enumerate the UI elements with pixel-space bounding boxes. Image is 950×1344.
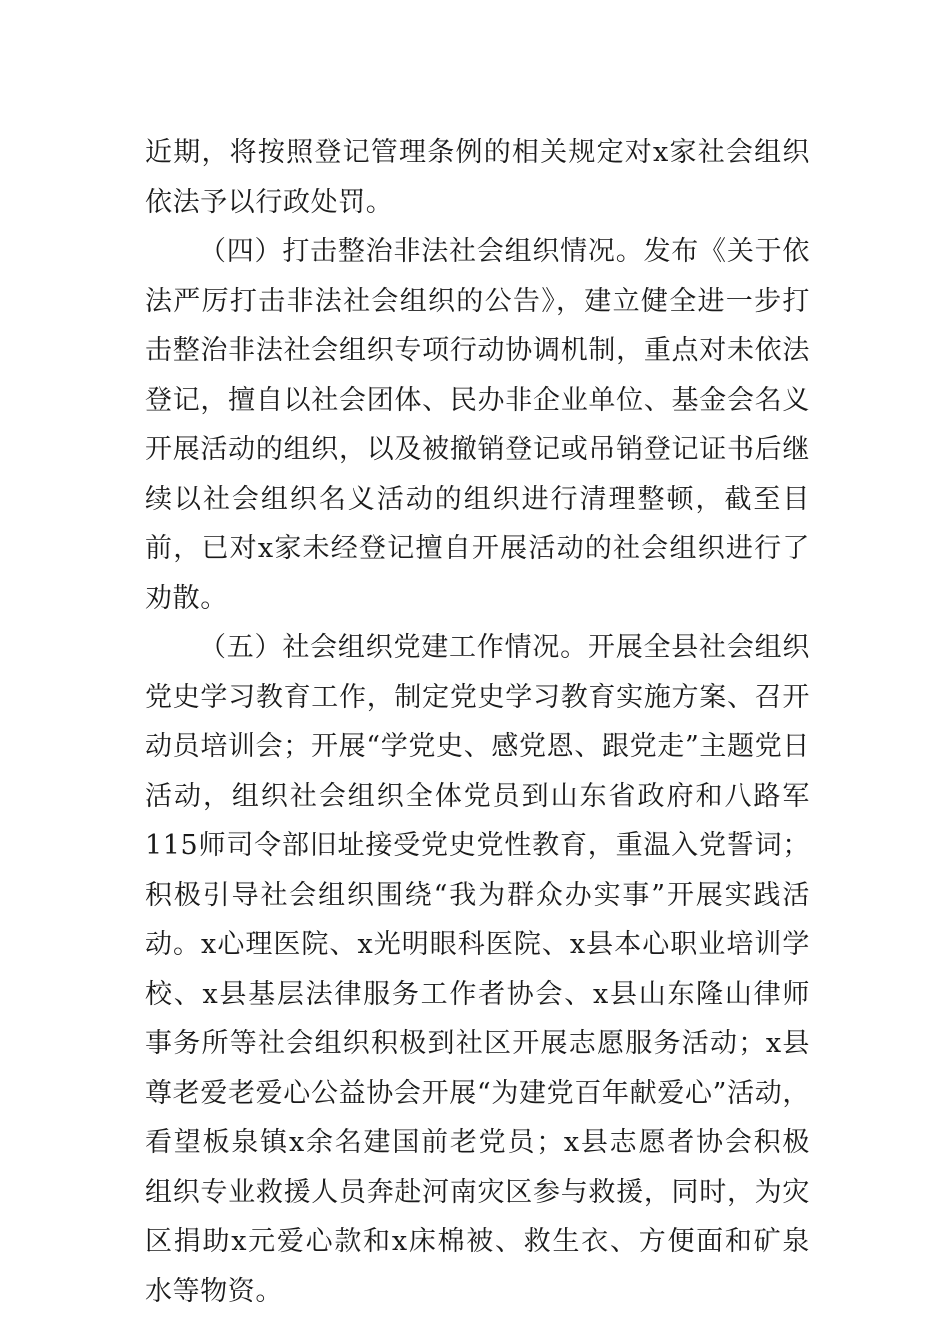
document-body: [145, 128, 810, 1316]
paragraph-party-building: （五）社会组织党建工作情况。开展全县社会组织党史学习教育工作，制定党史学习教育实施方案、召开动员培训会；开展“学党史、感党恩、跟党走”主题党日活动，组织社会组织全体党员到山东省政府和八路军115师司令部旧址接受党史党性教育，重温入党誓词；积极引导社会组织围绕“我为群众办实事”开展实践活动。x心理医院、x光明眼科医院、x县本心职业培训学校、x县基层法律服务工作者协会、x县山东隆山律师事务所等社会组织积极到社区开展志愿服务活动；x县尊老爱老爱心公益协会开展“为建党百年献爱心”活动，看望板泉镇x余名建国前老党员；x县志愿者协会积极组织专业救援人员奔赴河南灾区参与救援，同时，为灾区捐助x元爱心款和x床棉被、救生衣、方便面和矿泉水等物资。: [145, 632, 810, 1307]
paragraph-illegal-organizations: （四）打击整治非法社会组织情况。发布《关于依法严厉打击非法社会组织的公告》，建立健全进一步打击整治非法社会组织专项行动协调机制，重点对未依法登记，擅自以社会团体、民办非企业单位、基金会名义开展活动的组织，以及被撤销登记或吊销登记证书后继续以社会组织名义活动的组织进行清理整顿，截至目前，已对x家未经登记擅自开展活动的社会组织进行了劝散。: [145, 236, 810, 614]
paragraph-penalty: 近期，将按照登记管理条例的相关规定对x家社会组织依法予以行政处罚。: [145, 137, 810, 218]
